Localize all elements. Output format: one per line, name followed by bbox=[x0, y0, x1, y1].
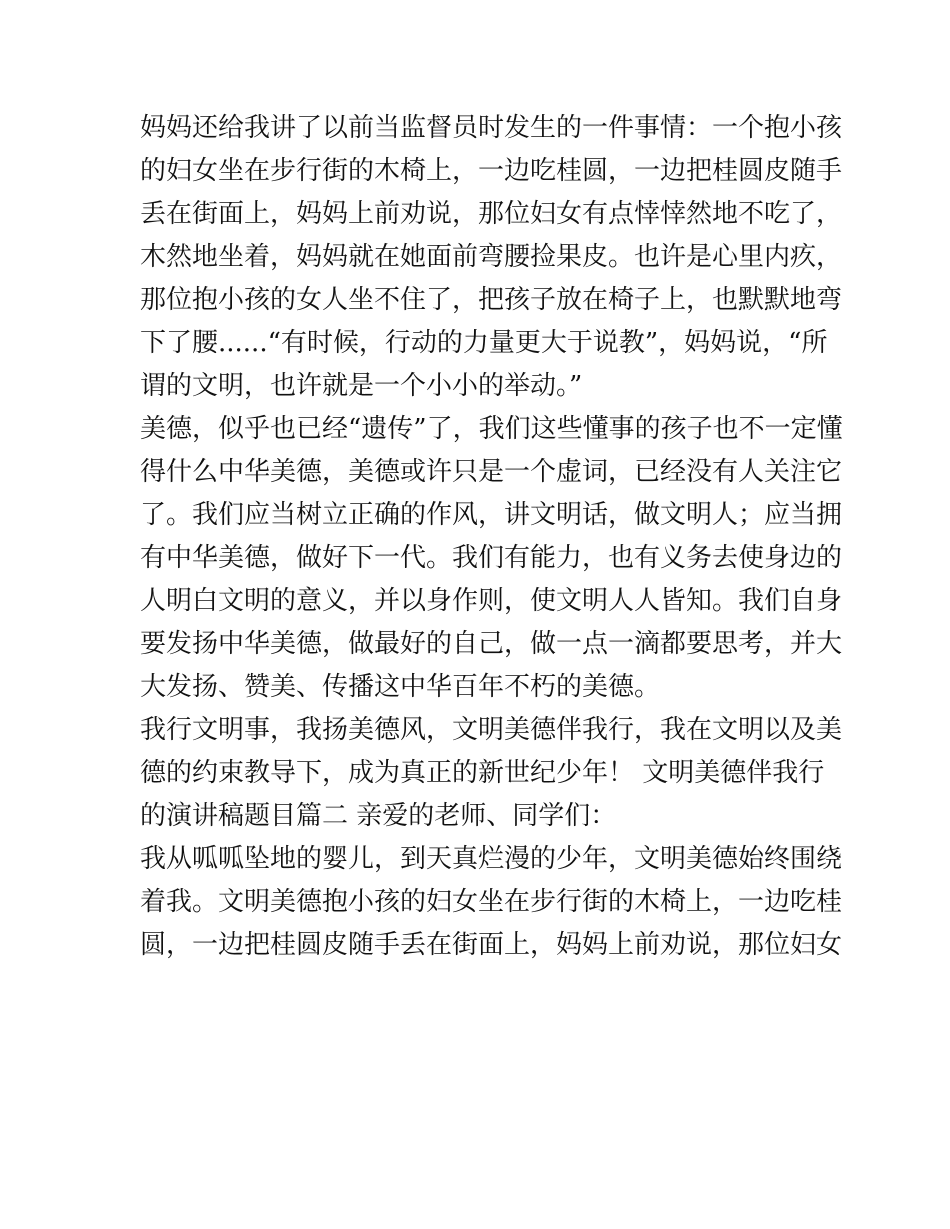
text-line: 木然地坐着，妈妈就在她面前弯腰捡果皮。也许是心里内疚， bbox=[140, 242, 843, 272]
body-text bbox=[140, 107, 843, 967]
text-line: 大发扬、赞美、传播这中华百年不朽的美德。 bbox=[140, 672, 661, 702]
text-line: 谓的文明，也许就是一个小小的举动。” bbox=[140, 371, 583, 401]
text-line: 妈妈还给我讲了以前当监督员时发生的一件事情：一个抱小孩 bbox=[140, 113, 843, 143]
text-line: 我从呱呱坠地的婴儿，到天真烂漫的少年，文明美德始终围绕 bbox=[140, 844, 843, 874]
text-line: 的妇女坐在步行街的木椅上，一边吃桂圆，一边把桂圆皮随手 bbox=[140, 156, 843, 186]
text-line: 人明白文明的意义，并以身作则，使文明人人皆知。我们自身 bbox=[140, 586, 843, 616]
text-line: 有中华美德，做好下一代。我们有能力，也有义务去使身边的 bbox=[140, 543, 843, 573]
text-line: 圆，一边把桂圆皮随手丢在街面上，妈妈上前劝说，那位妇女 bbox=[140, 930, 843, 960]
text-line: 得什么中华美德，美德或许只是一个虚词，已经没有人关注它 bbox=[140, 457, 843, 487]
text-line: 丢在街面上，妈妈上前劝说，那位妇女有点悻悻然地不吃了， bbox=[140, 199, 843, 229]
text-line: 的演讲稿题目篇二 亲爱的老师、同学们： bbox=[140, 801, 617, 831]
text-line: 了。我们应当树立正确的作风，讲文明话，做文明人；应当拥 bbox=[140, 500, 843, 530]
text-line: 着我。文明美德抱小孩的妇女坐在步行街的木椅上，一边吃桂 bbox=[140, 887, 843, 917]
text-line: 德的约束教导下，成为真正的新世纪少年！ 文明美德伴我行 bbox=[140, 758, 825, 788]
text-line: 我行文明事，我扬美德风，文明美德伴我行，我在文明以及美 bbox=[140, 715, 843, 745]
text-line: 美德，似乎也已经“遗传”了，我们这些懂事的孩子也不一定懂 bbox=[140, 414, 843, 444]
text-line: 那位抱小孩的女人坐不住了，把孩子放在椅子上，也默默地弯 bbox=[140, 285, 843, 315]
text-line: 下了腰......“有时候，行动的力量更大于说教”，妈妈说，“所 bbox=[140, 328, 828, 358]
text-line: 要发扬中华美德，做最好的自己，做一点一滴都要思考，并大 bbox=[140, 629, 843, 659]
